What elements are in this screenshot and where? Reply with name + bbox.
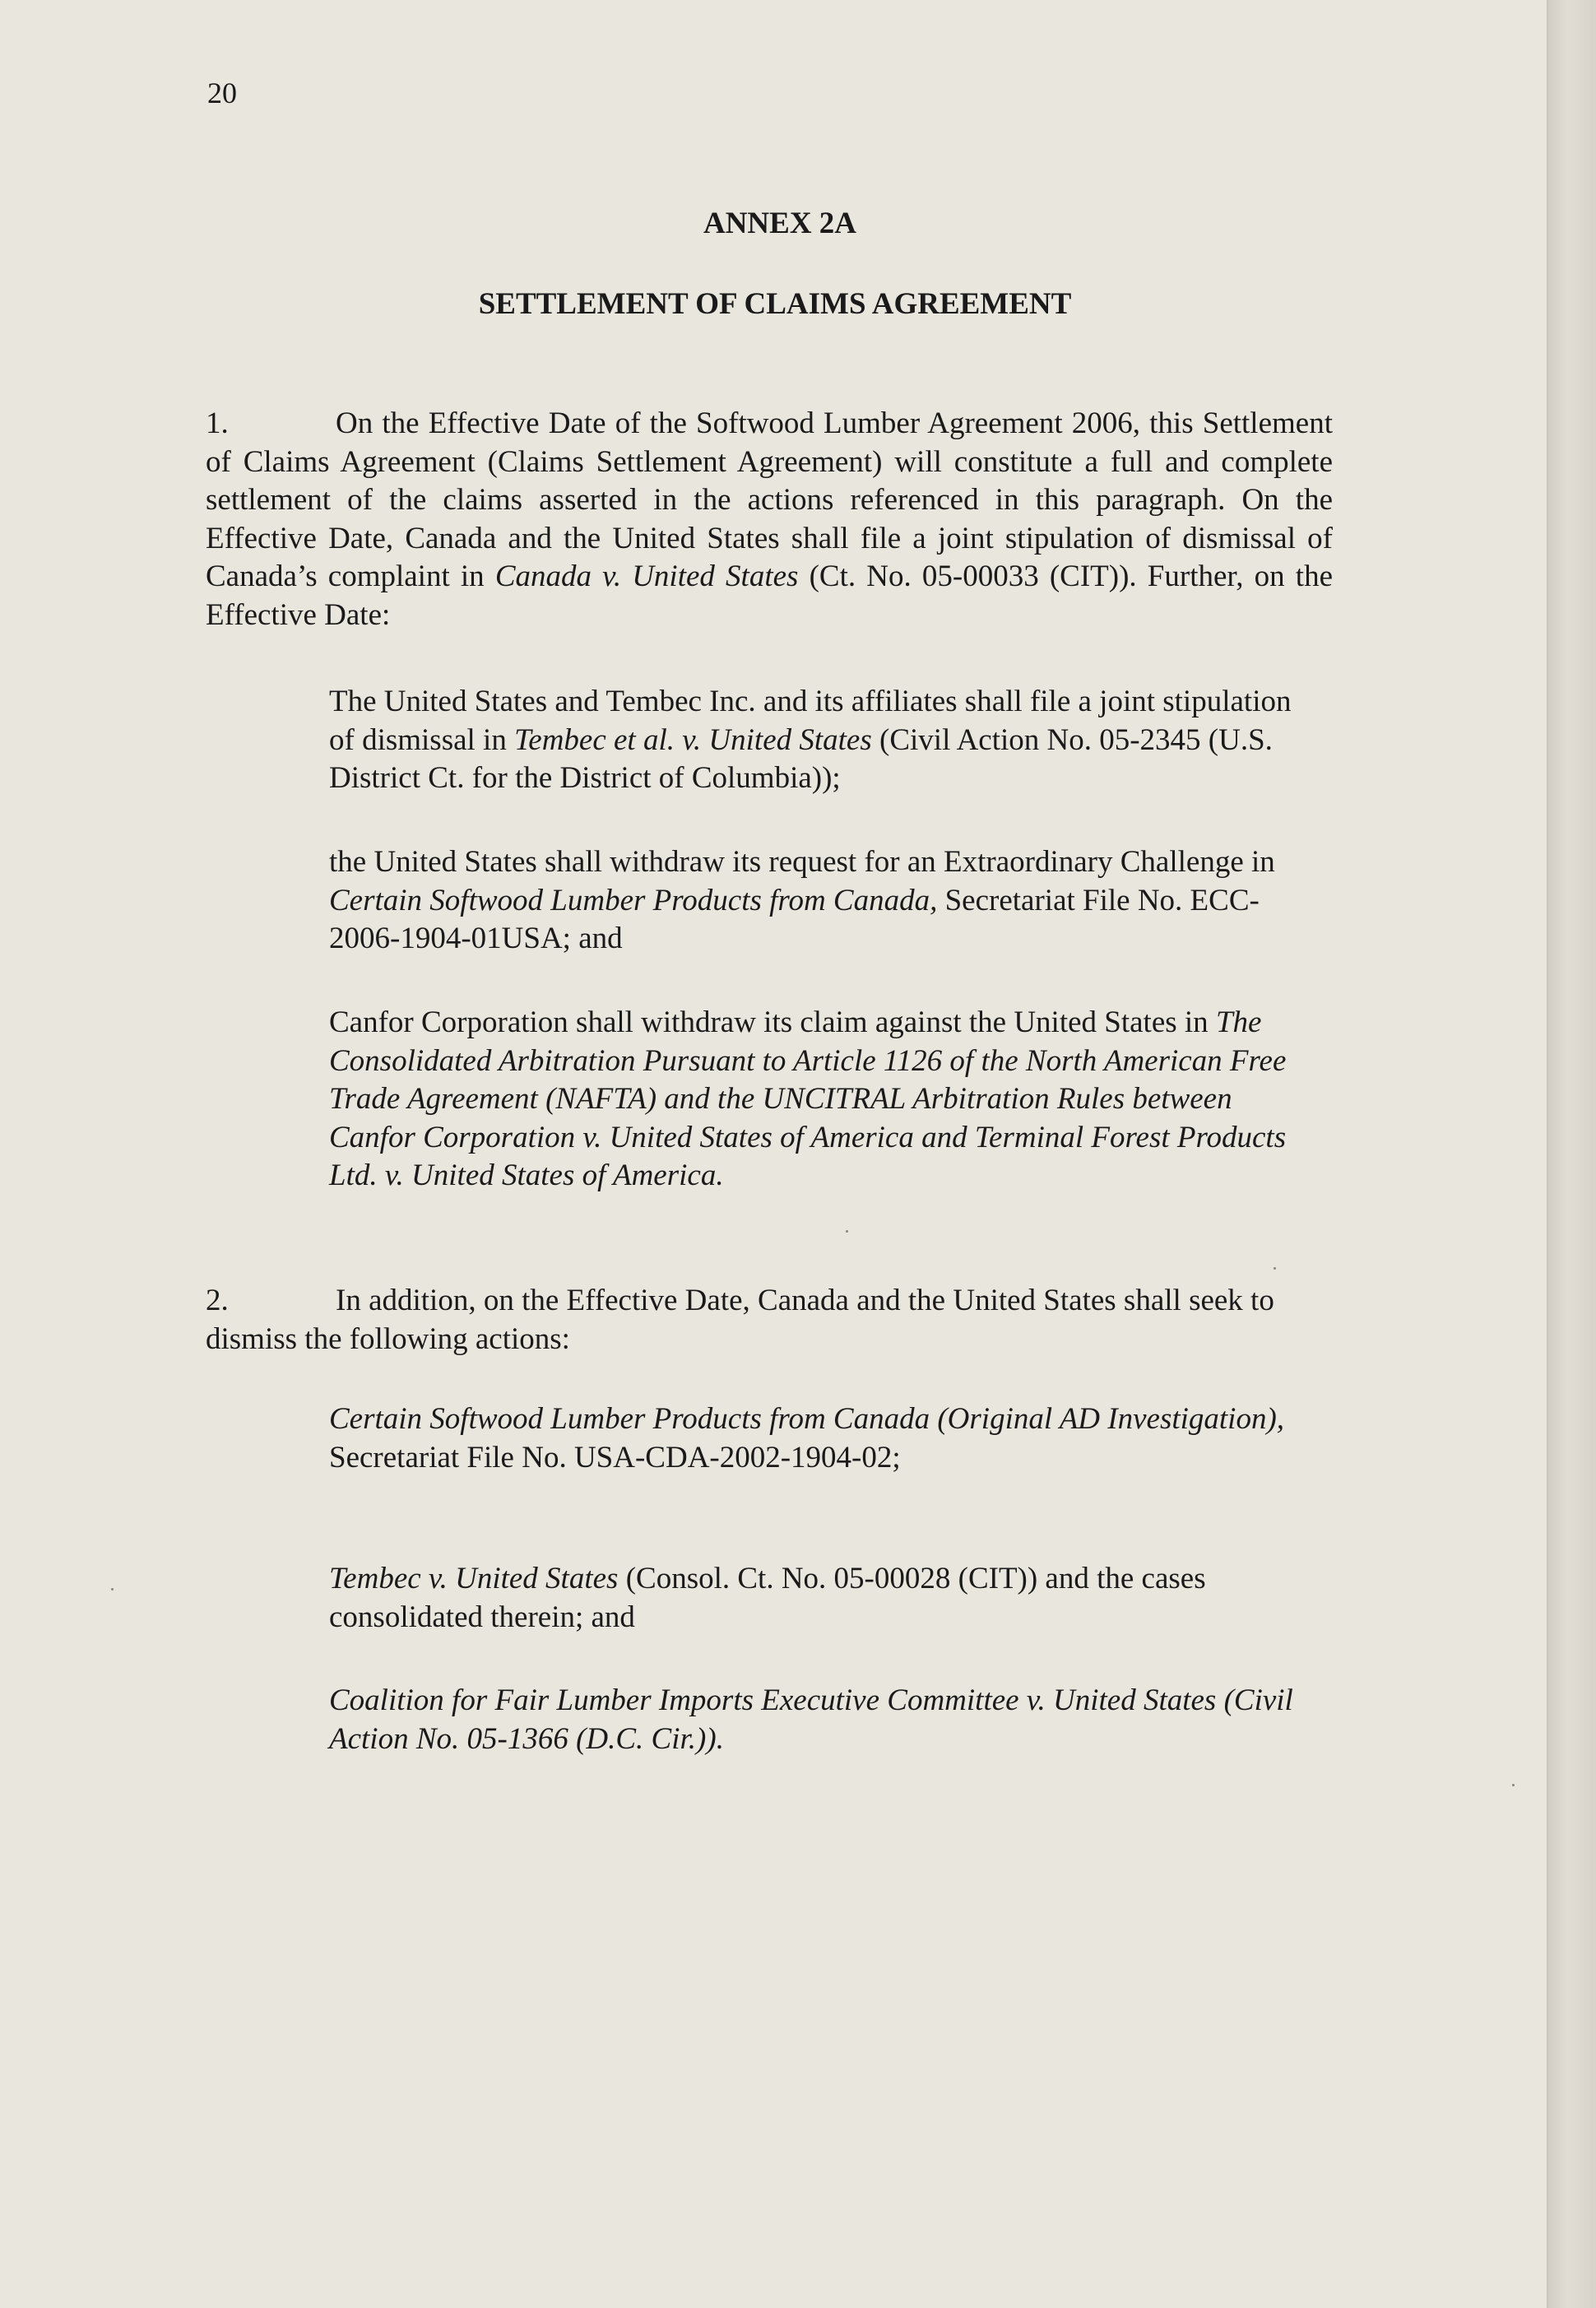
paper-speck [846, 1230, 848, 1233]
list-item-case: Tembec et al. v. United States [514, 722, 872, 757]
paragraph-2 [206, 1282, 1333, 1358]
list-item-post: Secretariat File No. ECC-2006-1904-01USA; and [329, 883, 1260, 955]
paragraph-1-number: 1. [206, 406, 229, 440]
paragraph-1-case: Canada v. United States [494, 560, 799, 593]
list-item [329, 1682, 1316, 1758]
list-item-case: Certain Softwood Lumber Products from Canada (Original AD Investigation), [329, 1402, 1285, 1436]
paragraph-2-number: 2. [206, 1284, 229, 1317]
list-item-case: The Consolidated Arbitration Pursuant to Article 1126 of the North American Free Trade Agreement (NAFTA) and the UNCITRAL Arbitration Rules between Canfor Corporation v. United States of America and Terminal Forest Products Ltd. v. United States of America. [329, 1005, 1287, 1192]
list-item-pre: Canfor Corporation shall withdraw its claim against the United States in [329, 1005, 1216, 1039]
list-item [329, 1400, 1316, 1477]
paper-speck [1512, 1784, 1515, 1786]
list-item-post: (Consol. Ct. No. 05-00028 (CIT)) and the cases consolidated therein; and [329, 1562, 1206, 1634]
paragraph-1-text-b: (Ct. No. 05-00033 (CIT)). Further, on the Effective Date: [206, 560, 1333, 632]
paragraph-1-text-a: On the Effective Date of the Softwood Lumber Agreement 2006, this Settlement of Claims Agreement (Claims Settlement Agreement) will constitute a full and complete settlement of the claims asserted in the actions referenced in this paragraph. On the Effective Date, Canada and the United States shall file a joint stipulation of dismissal of Canada’s complaint in [206, 406, 1333, 593]
paper-speck [111, 1588, 114, 1591]
agreement-title: SETTLEMENT OF CLAIMS AGREEMENT [478, 287, 1072, 321]
page-number: 20 [207, 77, 237, 109]
list-item-case: Coalition for Fair Lumber Imports Executive Committee v. United States (Civil Action No. 05-1366 (D.C. Cir.)). [329, 1683, 1293, 1756]
list-item-pre: the United States shall withdraw its request for an Extraordinary Challenge in [329, 845, 1275, 879]
annex-title: ANNEX 2A [703, 207, 857, 240]
paragraph-2-text: In addition, on the Effective Date, Canada and the United States shall seek to dismiss the following actions: [206, 1284, 1274, 1356]
list-item-post: Secretariat File No. USA-CDA-2002-1904-02; [329, 1440, 901, 1474]
list-item-case: Certain Softwood Lumber Products from Canada, [329, 883, 938, 917]
paper-speck [1274, 1267, 1276, 1270]
list-item [329, 843, 1316, 959]
page-edge [1547, 0, 1596, 2308]
list-item-case: Tembec v. United States [329, 1562, 619, 1595]
list-item [329, 1560, 1316, 1637]
list-item-pre: The United States and Tembec Inc. and its affiliates shall file a joint stipulation of dismissal in [329, 685, 1292, 757]
paragraph-1 [206, 405, 1333, 634]
list-item [329, 683, 1316, 798]
list-item-post: (Civil Action No. 05-2345 (U.S. District Ct. for the District of Columbia)); [329, 722, 1273, 795]
list-item [329, 1004, 1316, 1196]
